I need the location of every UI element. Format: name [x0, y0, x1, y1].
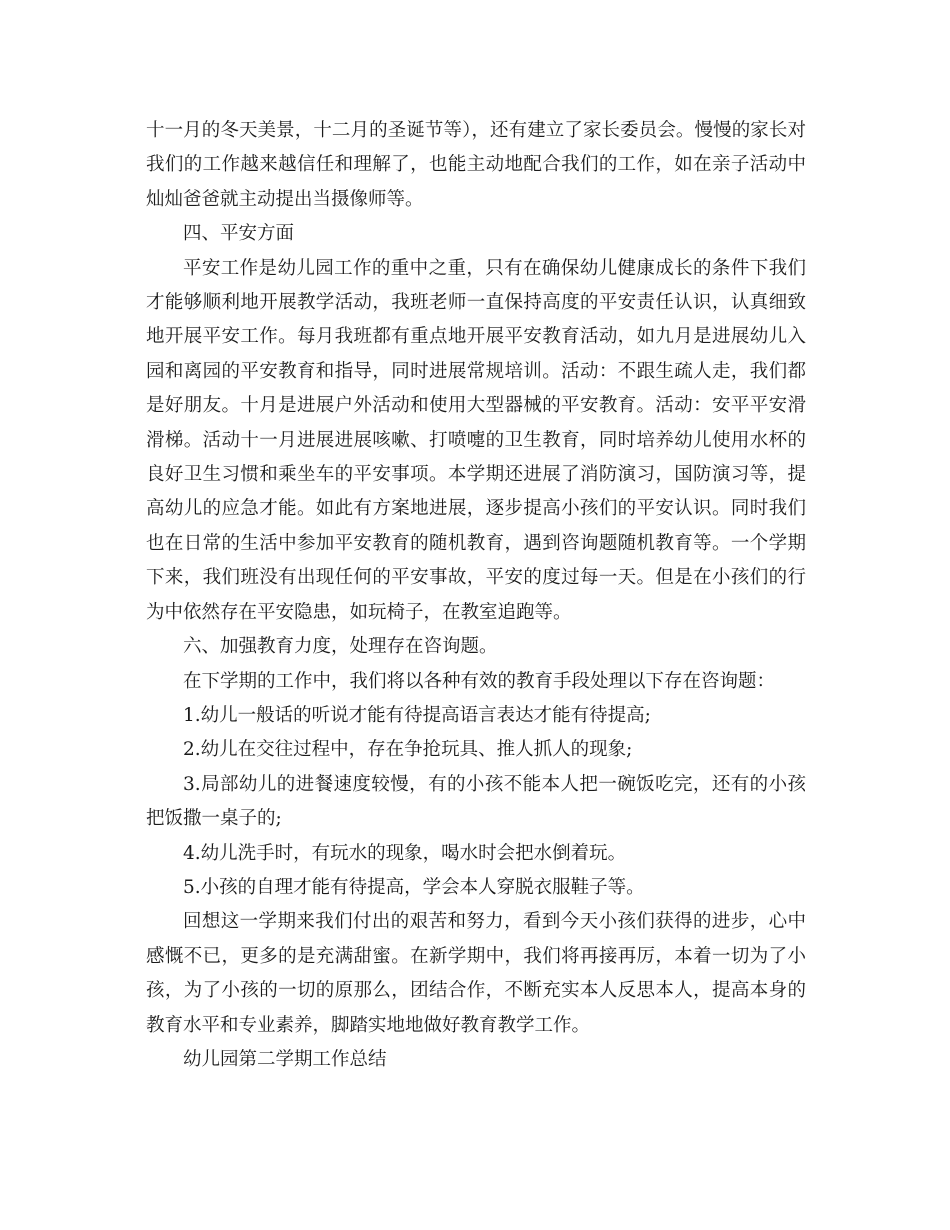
paragraph-continuation: 十一月的冬天美景，十二月的圣诞节等），还有建立了家长委员会。慢慢的家长对我们的工作越来越信任和理解了，也能主动地配合我们的工作，如在亲子活动中灿灿爸爸就主动提出当摄像师等。 — [146, 120, 806, 210]
section-title-summary: 幼儿园第二学期工作总结 — [183, 1048, 387, 1070]
document-body — [146, 114, 806, 1077]
section-heading-education: 六、加强教育力度，处理存在咨询题。 — [183, 636, 498, 658]
section-heading-safety: 四、平安方面 — [183, 223, 295, 245]
paragraph-intro-problems: 在下学期的工作中，我们将以各种有效的教育手段处理以下存在咨询题： — [183, 670, 776, 692]
list-item-problem-5: 5.小孩的自理才能有待提高，学会本人穿脱衣服鞋子等。 — [183, 876, 645, 898]
list-item-problem-3: 3.局部幼儿的进餐速度较慢，有的小孩不能本人把一碗饭吃完，还有的小孩把饭撒一桌子的; — [146, 773, 806, 830]
list-item-problem-1: 1.幼儿一般话的听说才能有待提高语言表达才能有待提高; — [183, 704, 651, 726]
paragraph-reflection: 回想这一学期来我们付出的艰苦和努力，看到今天小孩们获得的进步，心中感慨不已，更多的是充满甜蜜。在新学期中，我们将再接再厉，本着一切为了小孩，为了小孩的一切的原那么，团结合作，不断充实本人反思本人，提高本身的教育水平和专业素养，脚踏实地地做好教育教学工作。 — [146, 911, 806, 1036]
list-item-problem-4: 4.幼儿洗手时，有玩水的现象，喝水时会把水倒着玩。 — [183, 842, 627, 864]
list-item-problem-2: 2.幼儿在交往过程中，存在争抢玩具、推人抓人的现象; — [183, 739, 633, 761]
paragraph-safety: 平安工作是幼儿园工作的重中之重，只有在确保幼儿健康成长的条件下我们才能够顺利地开展教学活动，我班老师一直保持高度的平安责任认识，认真细致地开展平安工作。每月我班都有重点地开展平安教育活动，如九月是进展幼儿入园和离园的平安教育和指导，同时进展常规培训。活动：不跟生疏人走，我们都是好朋友。十月是进展户外活动和使用大型器械的平安教育。活动：安平平安滑滑梯。活动十一月进展进展咳嗽、打喷嚏的卫生教育，同时培养幼儿使用水杯的良好卫生习惯和乘坐车的平安事项。本学期还进展了消防演习，国防演习等，提高幼儿的应急才能。如此有方案地进展，逐步提高小孩们的平安认识。同时我们也在日常的生活中参加平安教育的随机教育，遇到咨询题随机教育等。一个学期下来，我们班没有出现任何的平安事故，平安的度过每一天。但是在小孩们的行为中依然存在平安隐患，如玩椅子，在教室追跑等。 — [146, 257, 806, 623]
